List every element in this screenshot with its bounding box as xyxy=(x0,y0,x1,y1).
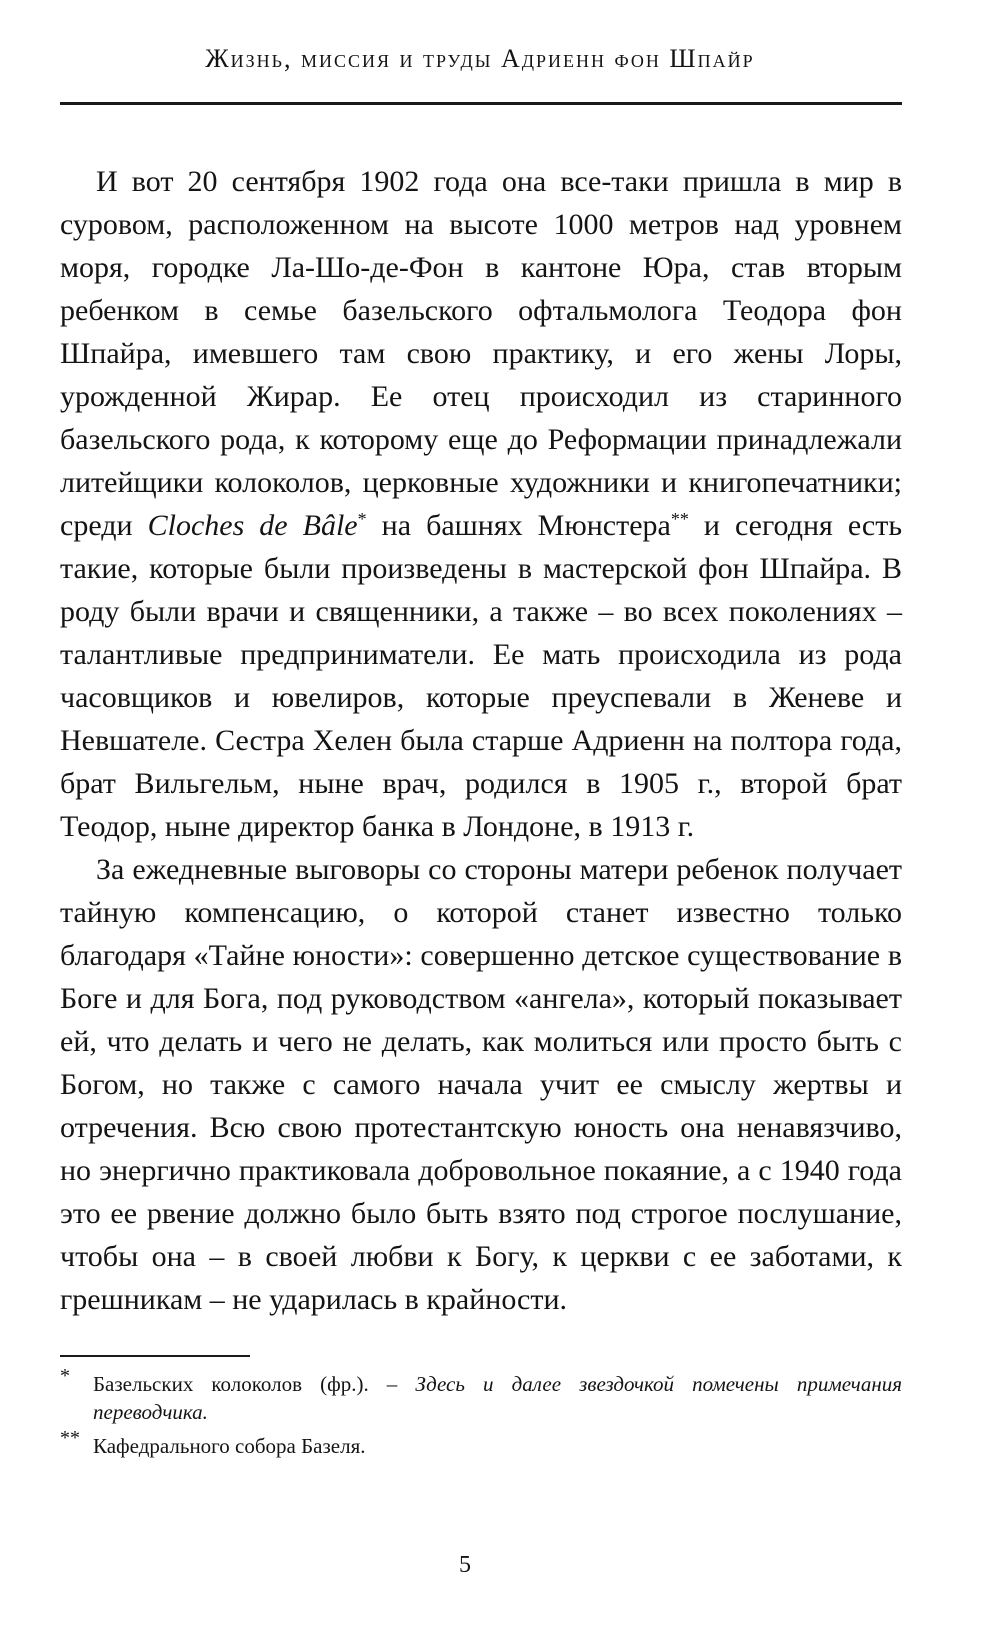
footnote-1-italic: Здесь и далее звездочкой помечены примечания переводчика. xyxy=(93,1372,903,1424)
body-text xyxy=(60,160,902,1321)
footnote-1-body xyxy=(93,1370,902,1426)
paragraph-2: За ежедневные выговоры со стороны матери ребенок получает тайную компенсацию, о которой станет известно только благодаря «Тайне юности»: совершенно детское существование в Боге и для Бога, под руководством «ангела», который показывает ей, что делать и чего не делать, как молиться или просто быть с Богом, но также с самого начала учит ее смыслу жертвы и отречения. Всю свою протестантскую юность она ненавязчиво, но энергично практиковала добровольное покаяние, а с 1940 года это ее рвение должно было быть взято под строгое послушание, чтобы она – в своей любви к Богу, к церкви с ее заботами, к грешникам – не ударилась в крайности. xyxy=(60,853,902,1316)
footnote-2-text: Кафедрального собора Базеля. xyxy=(93,1434,366,1458)
footnote-1 xyxy=(60,1365,903,1426)
header-rule xyxy=(60,102,902,105)
footnote-2-marker: ** xyxy=(60,1427,80,1449)
running-title: Жизнь, миссия и труды Адриенн фон Шпайр xyxy=(205,44,755,73)
footnote-ref-1: * xyxy=(357,509,367,529)
footnote-2 xyxy=(60,1427,902,1460)
italic-phrase: Cloches de Bâle xyxy=(147,509,358,542)
paragraph-1-part-b: на башнях Мюнстера xyxy=(381,509,671,542)
paragraph-1-part-c: и сегодня есть такие, которые были произведены в мастерской фон Шпайра. В роду были врачи и священники, а также – во всех поколениях – талантливые предприниматели. Ее мать происходила из рода часовщиков и ювелиров, которые преуспевали в Женеве и Невшателе. Сестра Хелен была старше Адриенн на полтора года, брат Вильгельм, ныне врач, родился в 1905 г., второй брат Теодор, ныне директор банка в Лондоне, в 1913 г. xyxy=(60,509,903,843)
paragraph-1-part-a: И вот 20 сентября 1902 года она все-таки пришла в мир в суровом, расположенном на высоте 1000 метров над уровнем моря, городке Ла-Шо-де-Фон в кантоне Юра, став вторым ребенком в семье базельского офтальмолога Теодора фон Шпайра, имевшего там свою практику, и его жены Лоры, урожденной Жирар. Ее отец происходил из старинного базельского рода, к которому еще до Реформации принадлежали литейщики колоколов, церковные художники и книгопечатники; среди xyxy=(60,165,902,542)
footnote-ref-2: ** xyxy=(670,509,689,529)
footnote-1-text: Базельских колоколов (фр.). – xyxy=(93,1372,398,1396)
paragraph-1 xyxy=(60,160,902,848)
footnote-1-marker: * xyxy=(60,1365,70,1387)
footnote-rule xyxy=(60,1355,250,1357)
page-number: 5 xyxy=(459,1552,471,1578)
